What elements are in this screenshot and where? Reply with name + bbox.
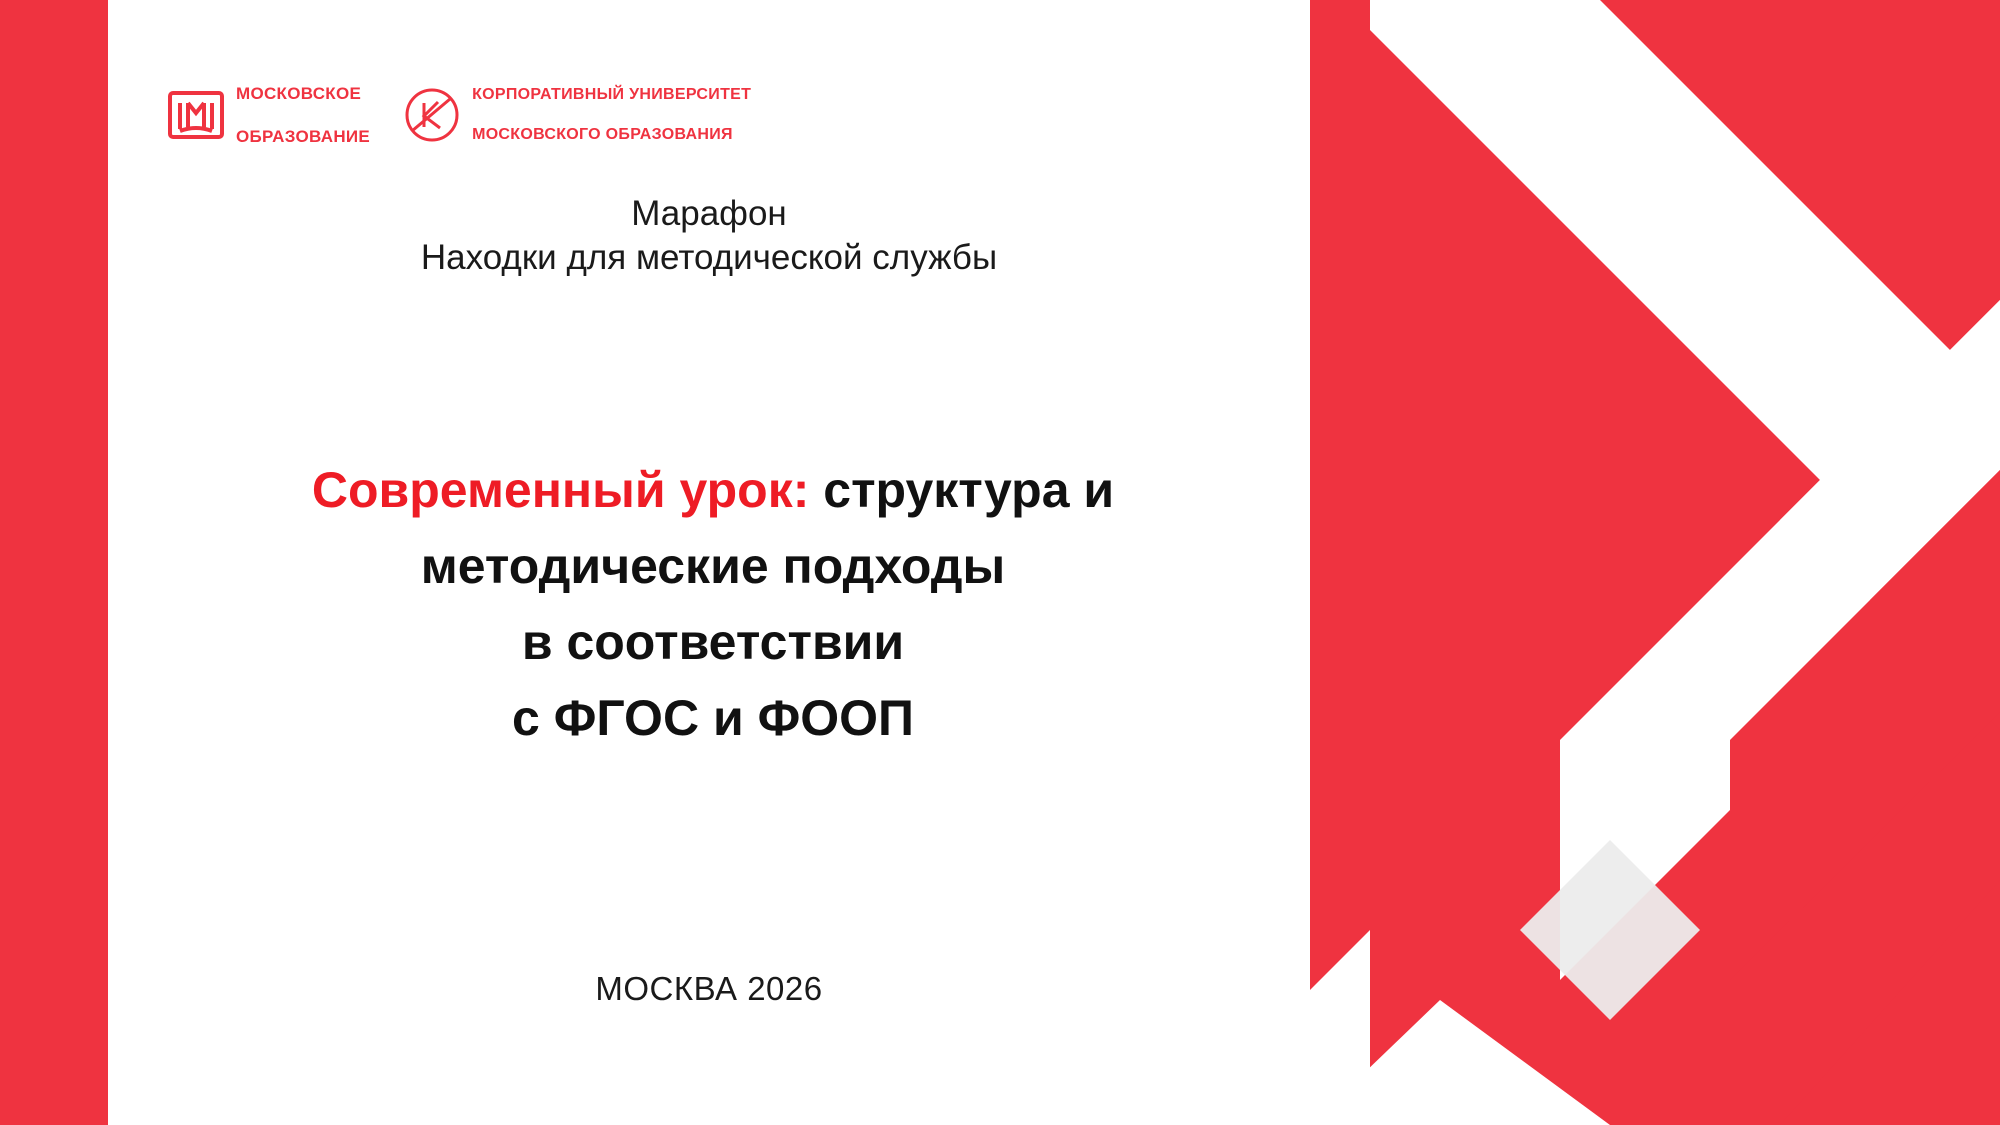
right-decorative-panel [1310,0,2000,1125]
title-line-3: в соответствии [521,614,905,670]
slide-content [108,0,1310,1125]
logo-line-2: ОБРАЗОВАНИЕ [236,126,371,146]
title-line-1 [208,452,1218,528]
corporate-university-logo-icon [404,87,460,143]
title-line-2: методические подходы [420,538,1006,594]
title-rest: структура и [809,462,1115,518]
moscow-education-logo [168,62,370,168]
left-red-bar [0,0,108,1125]
corporate-university-logo-text [472,65,751,165]
marathon-line-1: Марафон [631,194,787,233]
logo-line-1: МОСКОВСКОЕ [236,84,362,104]
open-book-logo-icon [168,87,224,143]
chevron-pattern-icon [1310,0,2000,1125]
marathon-line-2: Находки для методической службы [420,237,998,277]
title-accent: Современный урок: [311,462,810,518]
logo-row [168,62,751,168]
logo-line-2: МОСКОВСКОГО ОБРАЗОВАНИЯ [472,126,733,144]
page-title [208,452,1218,756]
moscow-education-logo-text [236,62,370,168]
title-line-4: с ФГОС и ФООП [512,690,914,746]
footer-city-year: МОСКВА 2026 [595,970,823,1007]
marathon-subtitle [108,192,1310,280]
corporate-university-logo [404,65,751,165]
logo-line-1: КОРПОРАТИВНЫЙ УНИВЕРСИТЕТ [472,86,752,104]
